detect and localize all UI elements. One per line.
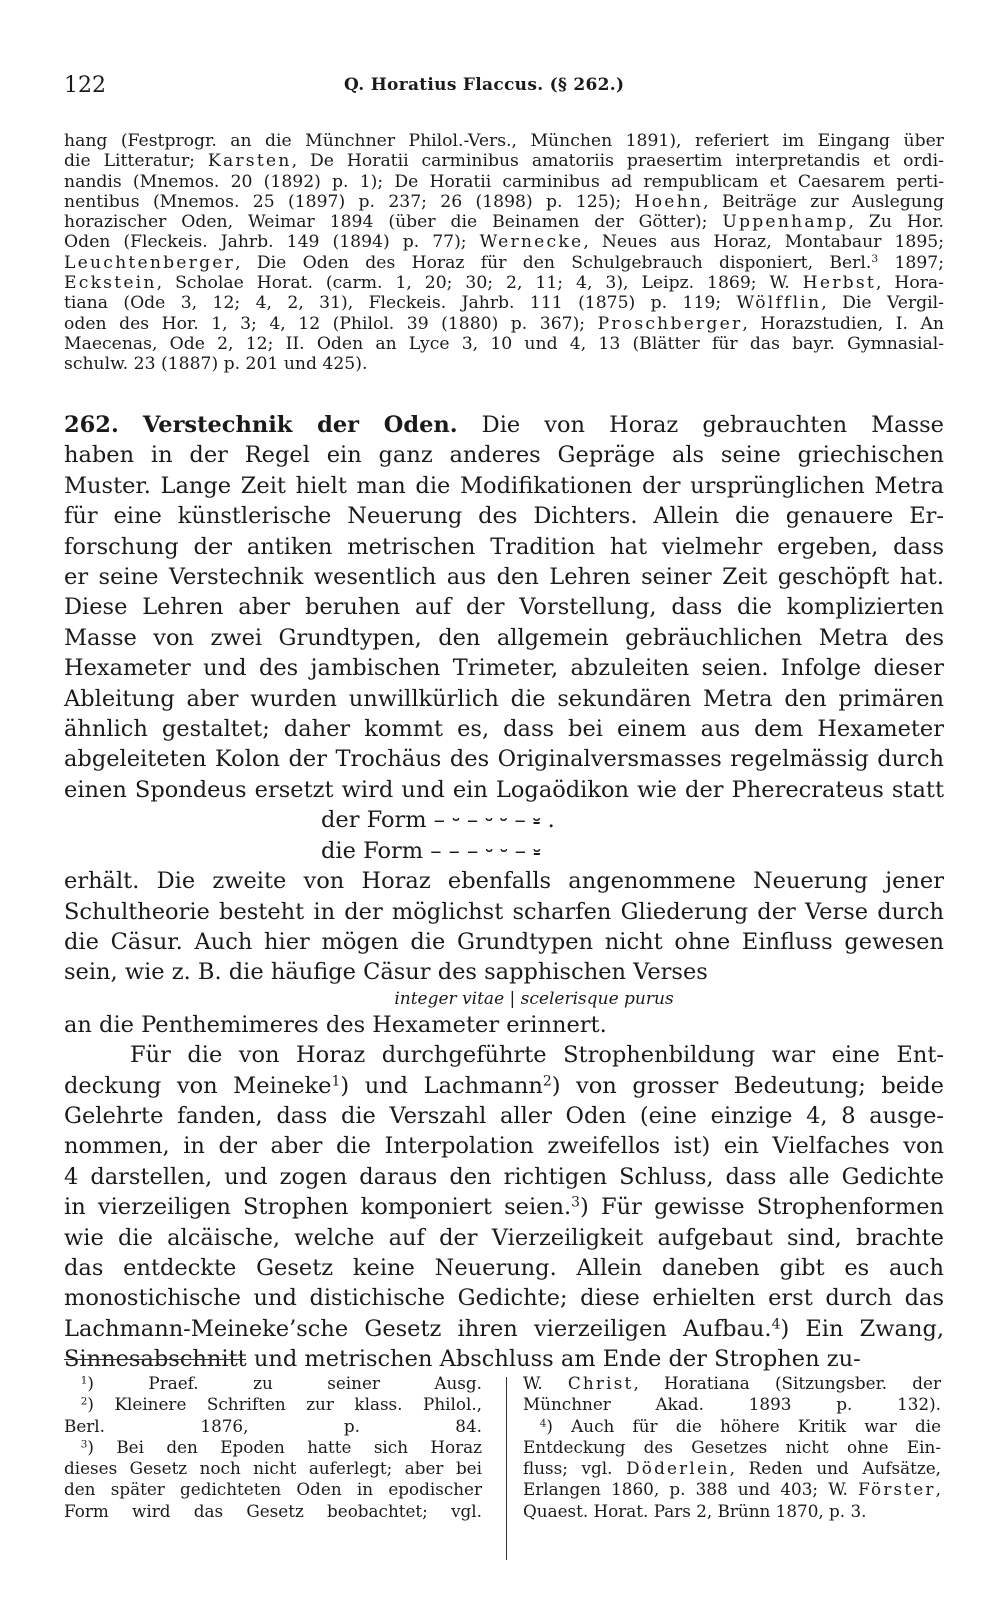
text-line [64, 1437, 482, 1458]
text-line: Muster. Lange Zeit hielt man die Modifikationen der ursprünglichen Metra [64, 472, 944, 499]
text-run [64, 1437, 81, 1457]
text-run: Lachmann-Meineke’sche Gesetz ihren vierzeiligen Aufbau. [64, 1315, 772, 1342]
text-line [64, 273, 944, 293]
text-run [523, 1416, 540, 1436]
text-line [64, 354, 944, 374]
meter-line-1: der Form – ⏑ – ⏑ ⏑ – ⏓ . [321, 807, 555, 834]
text-run: oden des Hor. 1, 3; 4, 12 (Philol. 39 (1880) p. 367); [64, 313, 598, 334]
text-run: hang (Festprogr. an die Münchner Philol.-Vers., München 1891), referiert im Eingang über [64, 131, 944, 151]
verse-quote: integer vitae | scelerisque purus [394, 988, 674, 1009]
text-line: haben in der Regel ein ganz anderes Gepräge als seine griechischen [64, 442, 944, 469]
footnotes-right [523, 1373, 941, 1522]
section-heading: Verstechnik der Oden. [142, 412, 458, 438]
text-line: Hexameter und des jambischen Trimeter, abzuleiten seien. Infolge dieser [64, 655, 944, 682]
text-run [64, 1373, 81, 1393]
section-first-line [64, 410, 944, 440]
text-run: wie die alcäische, welche auf der Vierzeiligkeit aufgebaut sind, brachte [64, 1224, 944, 1251]
meter-line-2: die Form – – – ⏑ ⏑ – ⏓ [321, 837, 541, 864]
text-line: für eine künstlerische Neuerung des Dichters. Allein die genauere Er- [64, 503, 944, 530]
section-line-0: Die von Horaz gebrauchten Masse [481, 412, 944, 438]
text-line [523, 1394, 941, 1415]
text-run: nommen, in der aber die Interpolation zweifellos ist) ein Vielfaches von [64, 1133, 944, 1160]
text-line [64, 1071, 944, 1101]
text-line: Schultheorie besteht in der möglichst scharfen Gliederung der Verse durch [64, 898, 944, 925]
text-run: Münchner Akad. 1893 p. 132). [523, 1394, 941, 1415]
text-run: , Die Oden des Horaz für den Schulgebrauch disponiert, Berl. [235, 252, 872, 273]
text-run: Oden (Fleckeis. Jahrb. 149 (1894) p. 77); [64, 232, 480, 253]
text-line [64, 1416, 482, 1437]
text-line: die Cäsur. Auch hier mögen die Grundtypen nicht ohne Einfluss gewesen [64, 928, 944, 955]
text-run: Quaest. Horat. Pars 2, Brünn 1870, p. 3. [523, 1500, 867, 1521]
text-run: nentibus (Mnemos. 25 (1897) p. 237; 26 (1898) p. 125); [64, 191, 635, 212]
footnote-marker: 1 [80, 1374, 88, 1387]
footnote-marker: 4 [539, 1416, 547, 1429]
text-run: , Hora- [875, 273, 944, 294]
text-run: dieses Gesetz noch nicht auferlegt; aber bei [64, 1458, 482, 1479]
footnotes-left [64, 1373, 482, 1522]
text-line: sein, wie z. B. die häufige Cäsur des sapphischen Verses [64, 959, 708, 986]
spaced-name: Eckstein [64, 273, 157, 294]
text-run: ) Ein Zwang, [780, 1315, 944, 1342]
text-line [523, 1458, 941, 1479]
text-line [64, 1479, 482, 1500]
text-line [64, 192, 944, 212]
text-run: , Horatiana (Sitzungsber. der [633, 1373, 942, 1393]
paragraph-2 [64, 1040, 944, 1374]
text-line [64, 1458, 482, 1479]
text-run: 1897; [878, 252, 944, 273]
text-line [523, 1437, 941, 1458]
spaced-name: Proschberger [597, 313, 743, 334]
text-run: , Die Vergil- [821, 293, 944, 314]
text-line [64, 1314, 944, 1344]
text-line: Diese Lehren aber beruhen auf der Vorstellung, dass die komplizierten [64, 594, 944, 621]
text-run: ) Bei den Epoden hatte sich Horaz [87, 1436, 482, 1457]
text-run: Erlangen 1860, p. 388 und 403; W. [523, 1479, 859, 1500]
text-run: , Horazstudien, I. An [742, 313, 944, 334]
text-line: Ableitung aber wurden unwillkürlich die sekundären Metra den primären [64, 685, 944, 712]
text-run: horazischer Oden, Weimar 1894 (über die Beinamen der Götter); [64, 212, 723, 233]
page-header [64, 73, 944, 109]
spaced-name: Döderlein [626, 1458, 730, 1479]
spaced-name: Uppenhamp [722, 212, 849, 233]
text-run: tiana (Ode 3, 12; 4, 2, 31), Fleckeis. Jahrb. 111 (1875) p. 119; [64, 293, 737, 314]
footnote-marker: 1 [331, 1072, 341, 1089]
page-number: 122 [64, 73, 106, 98]
text-line: Masse von zwei Grundtypen, den allgemein gebräuchlichen Metra des [64, 624, 944, 651]
text-run: ) und Lachmann [340, 1072, 543, 1099]
text-run: , Scholae Horat. (carm. 1, 20; 30; 2, 11; 4, 3), Leipz. 1869; W. [156, 273, 803, 294]
text-line [64, 1253, 944, 1283]
text-run: den später gedichteten Oden in epodischer [64, 1479, 482, 1500]
text-run: Berl. 1876, p. 84. [64, 1415, 482, 1436]
text-run: schulw. 23 (1887) p. 201 und 425). [64, 354, 368, 375]
text-run: ) von grosser Bedeutung; beide [551, 1072, 944, 1099]
text-line [64, 1040, 944, 1070]
text-line [523, 1416, 941, 1437]
text-line [64, 1373, 482, 1394]
text-run: ) Auch für die höhere Kritik war die [546, 1415, 941, 1436]
text-line: ähnlich gestaltet; daher kommt es, dass bei einem aus dem Hexameter [64, 716, 944, 743]
footnote-column-divider [506, 1377, 507, 1560]
spaced-name: Christ [567, 1373, 634, 1393]
text-line [64, 212, 944, 232]
bibliography-block [64, 131, 944, 375]
text-line [64, 334, 944, 354]
text-run: das entdeckte Gesetz keine Neuerung. Allein daneben gibt es auch [64, 1254, 944, 1281]
text-line: erhält. Die zweite von Horaz ebenfalls angenommene Neuerung jener [64, 868, 944, 895]
text-run: Entdeckung des Gesetzes nicht ohne Ein- [523, 1436, 941, 1457]
text-run: W. [523, 1373, 568, 1393]
footnote-rule [64, 1359, 246, 1360]
text-run [64, 1394, 81, 1414]
text-line [64, 314, 944, 334]
text-line [64, 1101, 944, 1131]
paragraph-1 [64, 440, 944, 805]
running-title: Q. Horatius Flaccus. (§ 262.) [344, 75, 625, 95]
text-run: deckung von Meineke [64, 1072, 332, 1099]
spaced-name: Karsten [207, 151, 292, 172]
text-line [523, 1501, 941, 1522]
text-line: forschung der antiken metrischen Tradition hat vielmehr ergeben, dass [64, 533, 944, 560]
text-line [64, 1283, 944, 1313]
text-line [64, 1223, 944, 1253]
text-run: 4 darstellen, und zogen daraus den richtigen Schluss, dass alle Gedichte [64, 1163, 944, 1190]
text-run: fluss; vgl. [523, 1458, 627, 1479]
text-line: einen Spondeus ersetzt wird und ein Logaödikon wie der Pherecrateus statt [64, 776, 944, 803]
footnote-marker: 3 [80, 1438, 88, 1451]
footnote-marker: 4 [771, 1316, 781, 1333]
text-run: Sinnesabschnitt und metrischen Abschluss am Ende der Strophen zu- [64, 1346, 861, 1373]
text-run: , [935, 1479, 941, 1500]
text-run: , Beiträge zur Auslegung [703, 191, 944, 212]
footnote-marker: 2 [542, 1072, 552, 1089]
text-line [64, 172, 944, 192]
spaced-name: Förster [858, 1479, 936, 1500]
footnote-marker: 3 [871, 251, 879, 265]
text-run: , Neues aus Horaz, Montabaur 1895; [583, 232, 944, 253]
spaced-name: Wölfflin [736, 293, 822, 314]
text-line [64, 232, 944, 252]
text-run: Form wird das Gesetz beobachtet; vgl. [64, 1500, 482, 1521]
text-line [64, 131, 944, 151]
text-run: in vierzeiligen Strophen komponiert seien. [64, 1194, 572, 1221]
text-run: ) Praef. zu seiner Ausg. [87, 1373, 482, 1393]
paragraph-1-continued [64, 866, 944, 988]
text-line: er seine Verstechnik wesentlich aus den Lehren seiner Zeit geschöpft hat. [64, 564, 944, 591]
text-line [64, 1394, 482, 1415]
text-line [64, 1501, 482, 1522]
text-run: Für die von Horaz durchgeführte Strophenbildung war eine Ent- [130, 1042, 944, 1069]
text-line [64, 1192, 944, 1222]
spaced-name: Wernecke [479, 232, 584, 253]
footnote-marker: 2 [80, 1395, 88, 1408]
paragraph-1-end: an die Penthemimeres des Hexameter erinnert. [64, 1011, 607, 1038]
text-run: ) Für gewisse Strophenformen [580, 1194, 945, 1221]
spaced-name: Hoehn [634, 191, 704, 212]
text-line [64, 1131, 944, 1161]
footnote-marker: 3 [571, 1194, 580, 1211]
text-run: Gelehrte fanden, dass die Verszahl aller Oden (eine einzige 4, 8 ausge- [64, 1102, 944, 1129]
text-run: , Zu Hor. [848, 212, 944, 233]
text-run: Maecenas, Ode 2, 12; II. Oden an Lyce 3, 10 und 4, 13 (Blätter für das bayr. Gymnasial- [64, 333, 944, 354]
spaced-name: Herbst [802, 273, 876, 294]
text-line [523, 1479, 941, 1500]
text-run: ) Kleinere Schriften zur klass. Philol., [87, 1394, 482, 1415]
text-run: , Reden und Aufsätze, [729, 1458, 941, 1479]
text-line [64, 1162, 944, 1192]
text-run: , De Horatii carminibus amatoriis praesertim interpretandis et ordi- [291, 151, 944, 172]
text-line [64, 253, 944, 273]
spaced-name: Leuchtenberger [64, 252, 236, 273]
text-line [64, 293, 944, 313]
text-run: die Litteratur; [64, 151, 208, 172]
text-run: monostichische und distichische Gedichte; diese erhielten erst durch das [64, 1285, 944, 1312]
text-line [64, 151, 944, 171]
section-number: 262. [64, 412, 119, 438]
text-line [523, 1373, 941, 1394]
main-text [64, 410, 944, 1375]
text-line: abgeleiteten Kolon der Trochäus des Originalversmasses regelmässig durch [64, 746, 944, 773]
text-run: nandis (Mnemos. 20 (1892) p. 1); De Horatii carminibus ad rempublicam et Caesarem perti- [64, 171, 944, 192]
